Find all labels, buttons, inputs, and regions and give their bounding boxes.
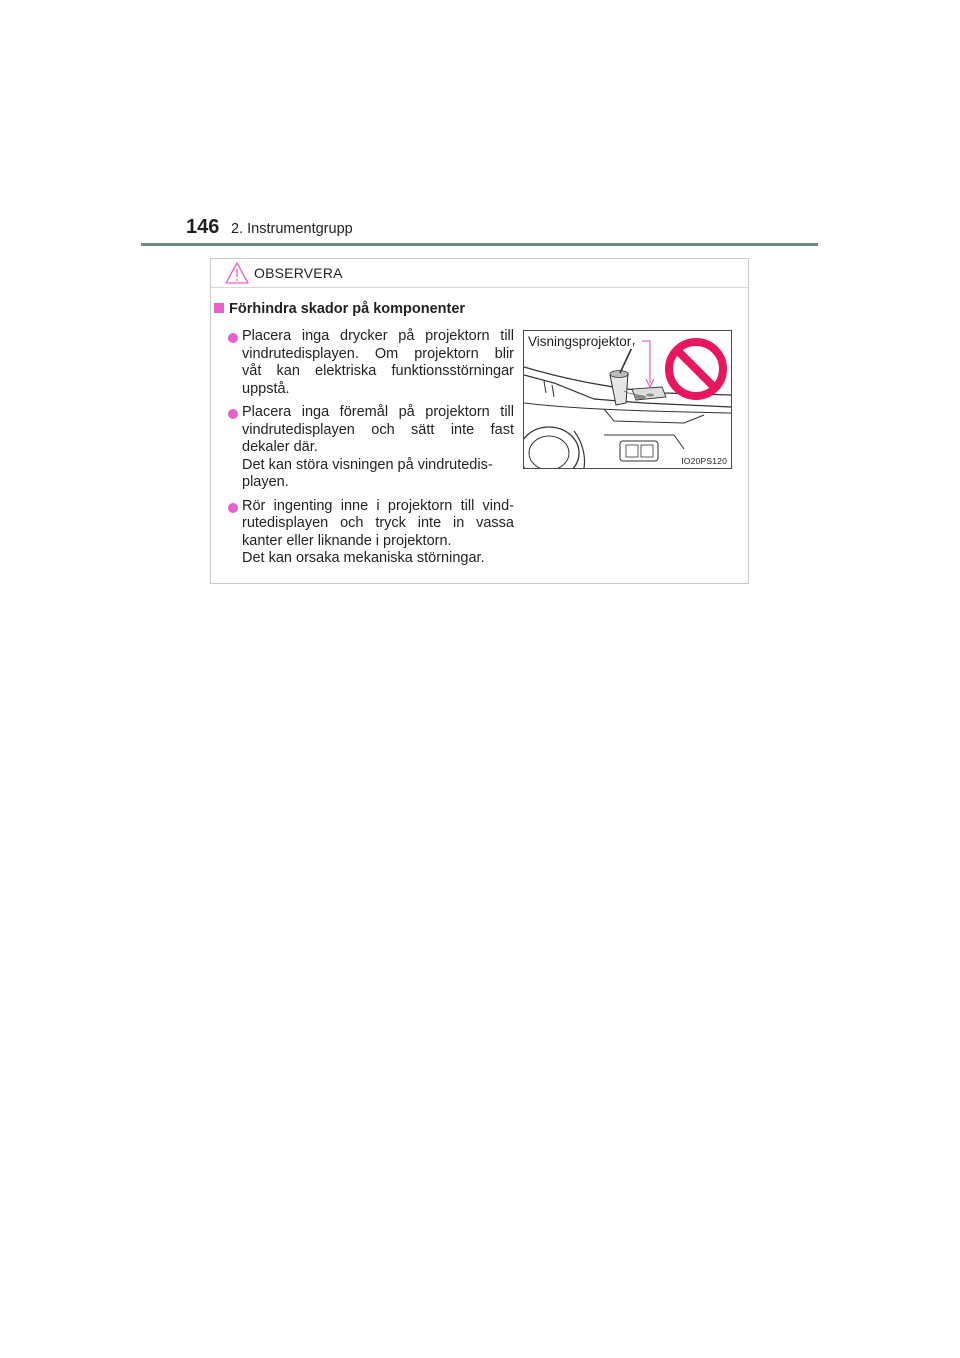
header-rule <box>141 243 818 246</box>
text-line: våt kan elektriska funktionsstörningar <box>242 363 514 379</box>
section-title <box>214 301 465 317</box>
text-line: Det kan orsaka mekaniska störningar. <box>242 550 485 566</box>
text-line: rutedisplayen och tryck inte in vassa <box>242 515 514 531</box>
page-number: 146 <box>186 216 220 238</box>
bullet-text <box>242 328 514 398</box>
warning-triangle-icon <box>225 262 249 284</box>
text-line: playen. <box>242 474 289 490</box>
text-line: dekaler där. <box>242 439 318 455</box>
chapter-title: 2. Instrumentgrupp <box>231 221 353 237</box>
text-line: Placera inga drycker på projektorn till <box>242 328 514 344</box>
text-line: kanter eller liknande i projektorn. <box>242 532 452 549</box>
notice-box <box>210 258 749 584</box>
text-line: Det kan störa visningen på vindrutedis- <box>242 456 493 473</box>
bullet-dot-icon <box>228 333 238 343</box>
text-line: vindrutedisplayen och sätt inte fast <box>242 421 514 438</box>
section-title-text: Förhindra skador på komponenter <box>229 301 466 317</box>
bullet-list <box>228 328 514 574</box>
prohibition-sign-icon <box>664 337 728 401</box>
section-square-icon <box>214 303 224 313</box>
bullet-text <box>242 498 514 568</box>
notice-header <box>211 259 748 288</box>
notice-label: OBSERVERA <box>254 265 343 281</box>
list-item <box>228 498 514 568</box>
illustration-code: IO20PS120 <box>681 456 727 466</box>
text-line: Rör ingenting inne i projektorn till vind- <box>242 497 514 514</box>
list-item <box>228 328 514 398</box>
list-item <box>228 404 514 492</box>
text-line: uppstå. <box>242 380 290 397</box>
bullet-dot-icon <box>228 409 238 419</box>
bullet-text <box>242 404 514 492</box>
bullet-dot-icon <box>228 503 238 513</box>
illustration <box>523 330 732 469</box>
text-line: vindrutedisplayen. Om projektorn blir <box>242 345 514 362</box>
text-line: Placera inga föremål på projektorn till <box>242 404 514 420</box>
illustration-label: Visningsprojektor <box>528 334 632 349</box>
